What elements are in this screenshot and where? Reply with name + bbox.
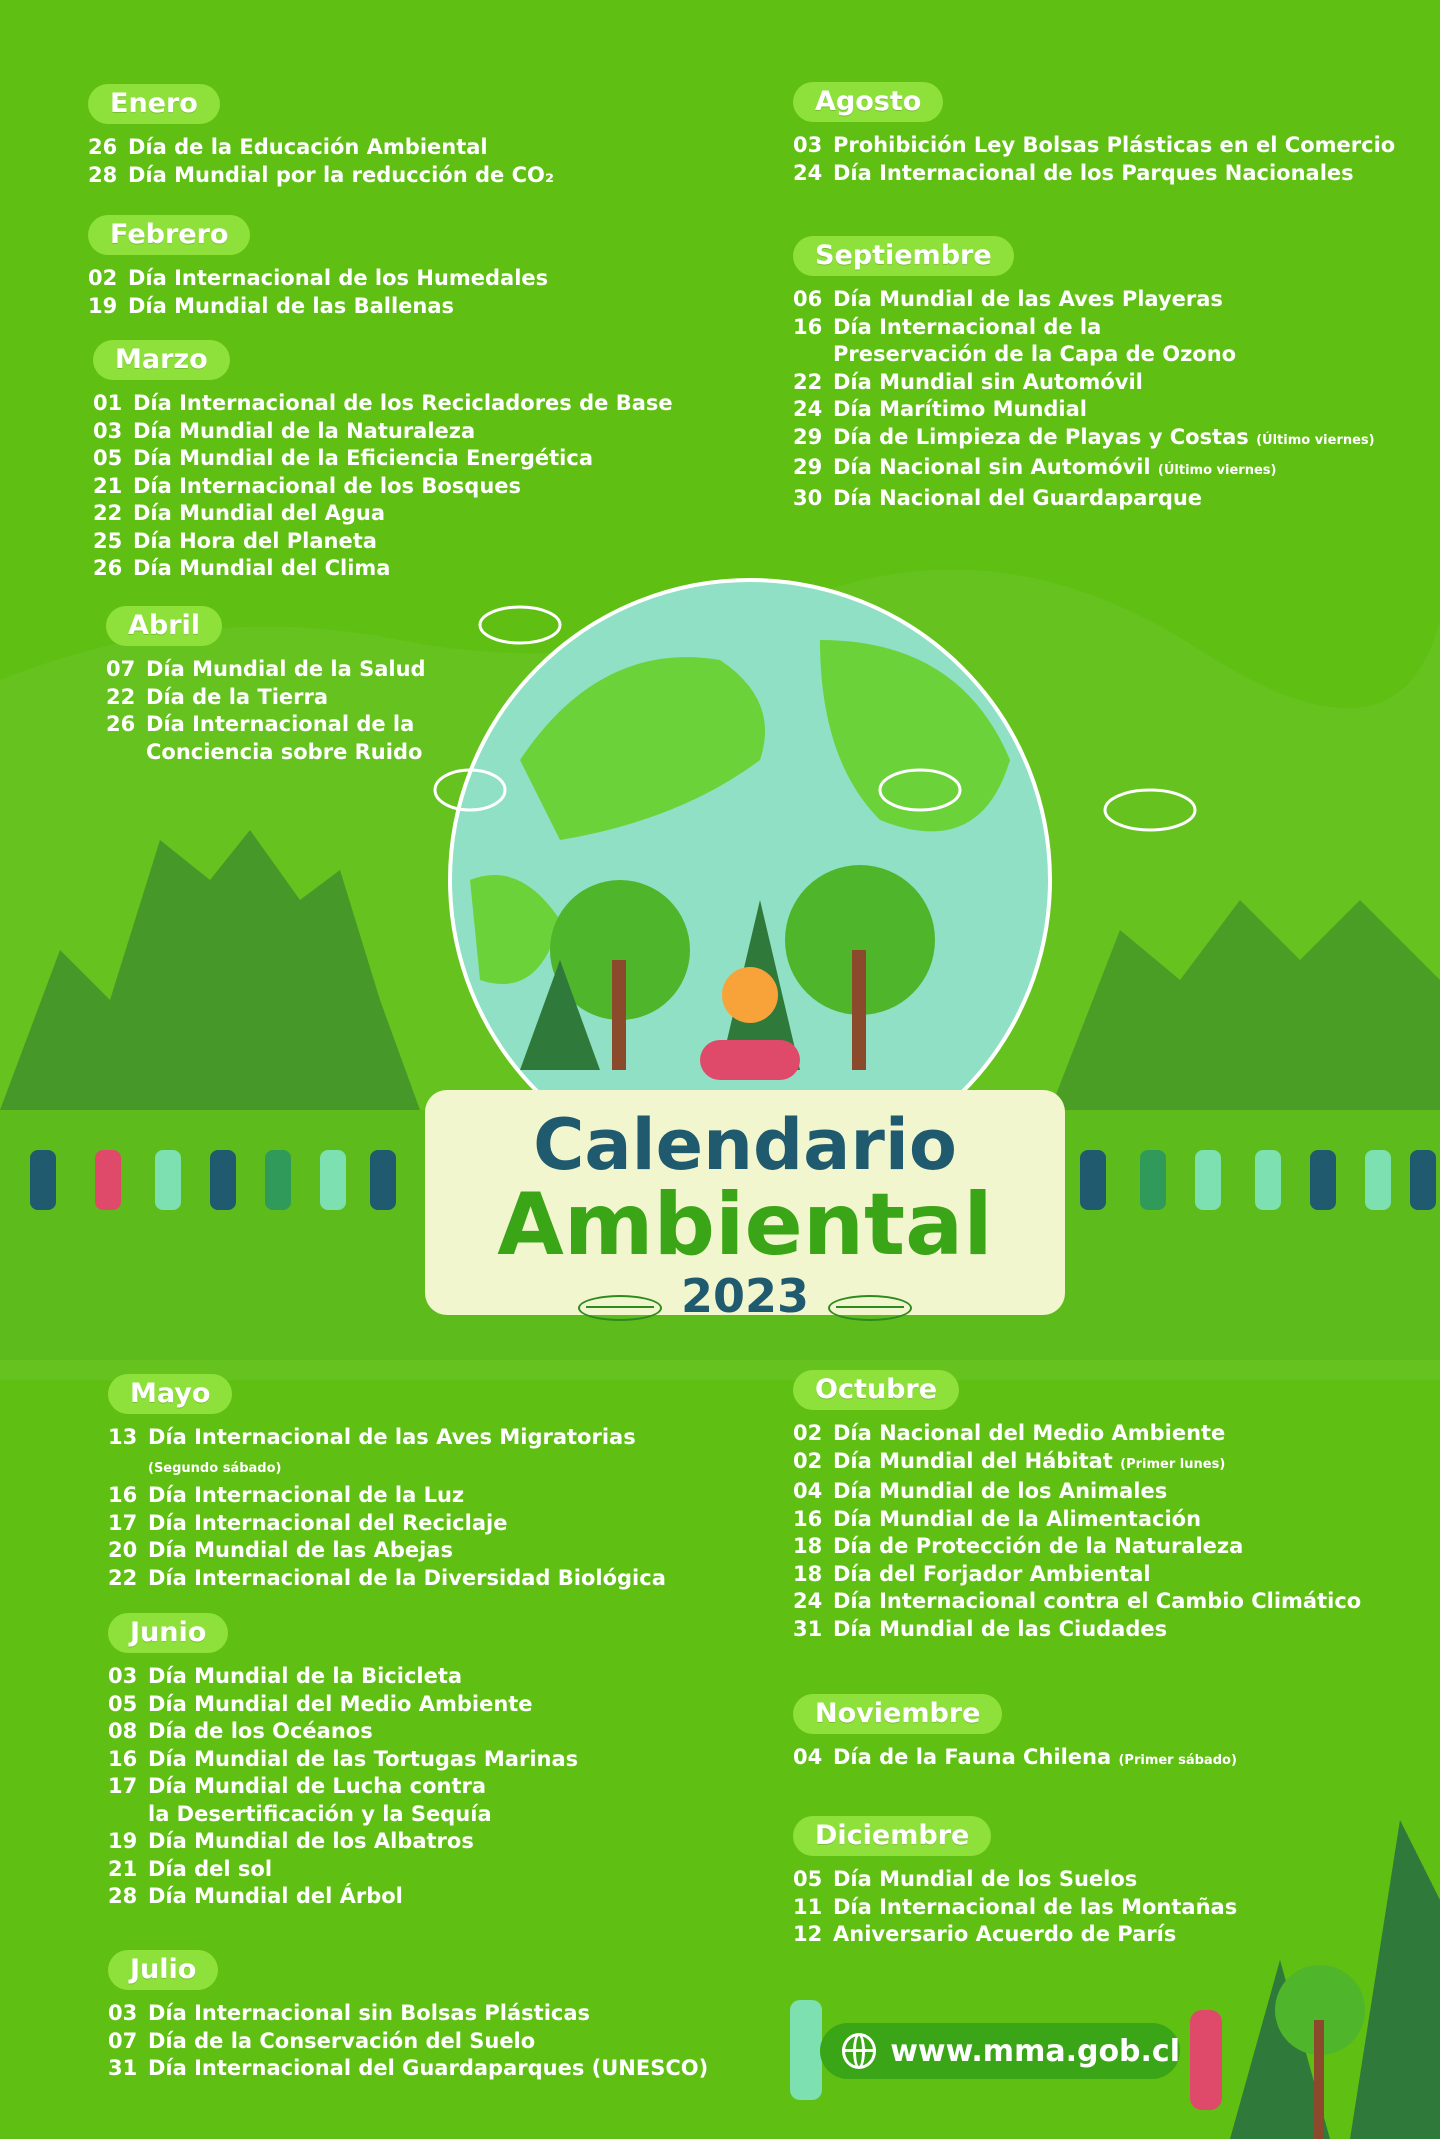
globe-icon bbox=[842, 2033, 876, 2069]
person-icon bbox=[722, 967, 778, 1023]
list-item: 28 Día Mundial por la reducción de CO₂ bbox=[88, 162, 555, 187]
year-label: 2023 bbox=[680, 1269, 810, 1323]
month-title: Marzo bbox=[93, 340, 230, 380]
month-title: Diciembre bbox=[793, 1816, 991, 1856]
list-item: 07 Día Mundial de la Salud bbox=[106, 657, 426, 681]
list-item: 16 Día Mundial de las Tortugas Marinas bbox=[108, 1746, 579, 1771]
list-item: 02 Día Mundial del Hábitat (Primer lunes) bbox=[793, 1448, 1226, 1473]
list-item: 19 Día Mundial de las Ballenas bbox=[88, 293, 455, 318]
list-item: 22 Día Mundial del Agua bbox=[93, 501, 386, 525]
person-icon bbox=[790, 2000, 822, 2100]
list-item: 04 Día de la Fauna Chilena (Primer sábado) bbox=[793, 1745, 1237, 1769]
leaf-icon bbox=[578, 1295, 662, 1321]
month-noviembre bbox=[793, 1694, 1413, 1775]
month-octubre bbox=[793, 1370, 1413, 1643]
month-febrero bbox=[88, 215, 688, 320]
list-item: 13 Día Internacional de las Aves Migratorias (Segundo sábado) bbox=[108, 1425, 636, 1476]
month-junio bbox=[108, 1613, 708, 1911]
list-item: 22 Día de la Tierra bbox=[106, 684, 329, 709]
list-item: 16 Día Mundial de la Alimentación bbox=[793, 1506, 1202, 1531]
month-agosto bbox=[793, 82, 1413, 187]
month-title: Abril bbox=[106, 606, 222, 646]
list-item: 05 Día Mundial de la Eficiencia Energética bbox=[93, 446, 593, 470]
list-item: 04 Día Mundial de los Animales bbox=[793, 1479, 1168, 1503]
list-item: 26 Día Mundial del Clima bbox=[93, 556, 391, 580]
list-item: 05 Día Mundial de los Suelos bbox=[793, 1867, 1138, 1891]
list-item: 20 Día Mundial de las Abejas bbox=[108, 1538, 453, 1562]
month-marzo bbox=[93, 340, 713, 583]
person-icon bbox=[1190, 2010, 1222, 2110]
list-item: 16 Día Internacional de la Preservación de la Capa de Ozono bbox=[793, 314, 1237, 366]
month-title: Septiembre bbox=[793, 236, 1014, 276]
month-title: Mayo bbox=[108, 1374, 232, 1414]
month-title: Enero bbox=[88, 84, 220, 124]
list-item: 03 Prohibición Ley Bolsas Plásticas en el Comercio bbox=[793, 133, 1396, 157]
list-item: 22 Día Mundial sin Automóvil bbox=[793, 369, 1143, 394]
list-item: 31 Día Internacional del Guardaparques (UNESCO) bbox=[108, 2056, 709, 2080]
title-line1: Calendario bbox=[533, 1104, 957, 1186]
list-item: 05 Día Mundial del Medio Ambiente bbox=[108, 1691, 533, 1716]
month-enero bbox=[88, 84, 688, 189]
list-item: 02 Día Internacional de los Humedales bbox=[88, 266, 549, 290]
month-septiembre bbox=[793, 236, 1413, 512]
list-item: 18 Día del Forjador Ambiental bbox=[793, 1561, 1151, 1586]
month-mayo bbox=[108, 1374, 728, 1592]
list-item: 29 Día de Limpieza de Playas y Costas (Último viernes) bbox=[793, 424, 1375, 449]
list-item: 21 Día del sol bbox=[108, 1856, 273, 1881]
list-item: 18 Día de Protección de la Naturaleza bbox=[793, 1534, 1244, 1558]
list-item: 30 Día Nacional del Guardaparque bbox=[793, 485, 1203, 510]
month-title: Agosto bbox=[793, 82, 943, 122]
list-item: 06 Día Mundial de las Aves Playeras bbox=[793, 287, 1223, 311]
website-link[interactable] bbox=[820, 2023, 1180, 2079]
list-item: 03 Día Mundial de la Naturaleza bbox=[93, 418, 476, 443]
month-abril bbox=[106, 606, 436, 766]
website-label: www.mma.gob.cl bbox=[890, 2033, 1180, 2069]
list-item: 24 Día Marítimo Mundial bbox=[793, 397, 1087, 421]
month-title: Junio bbox=[108, 1613, 228, 1653]
list-item: 12 Aniversario Acuerdo de París bbox=[793, 1922, 1177, 1946]
list-item: 28 Día Mundial del Árbol bbox=[108, 1884, 403, 1908]
month-title: Noviembre bbox=[793, 1694, 1002, 1734]
month-title: Febrero bbox=[88, 215, 250, 255]
list-item: 21 Día Internacional de los Bosques bbox=[93, 473, 522, 498]
list-item: 01 Día Internacional de los Recicladores de Base bbox=[93, 391, 673, 415]
list-item: 26 Día de la Educación Ambiental bbox=[88, 135, 488, 159]
month-title: Julio bbox=[108, 1950, 218, 1990]
title-line2: Ambiental bbox=[497, 1175, 993, 1275]
list-item: 22 Día Internacional de la Diversidad Biológica bbox=[108, 1565, 666, 1590]
month-julio bbox=[108, 1950, 728, 2083]
list-item: 11 Día Internacional de las Montañas bbox=[793, 1894, 1238, 1919]
list-item: 29 Día Nacional sin Automóvil (Último viernes) bbox=[793, 455, 1277, 479]
list-item: 24 Día Internacional contra el Cambio Climático bbox=[793, 1589, 1362, 1613]
month-diciembre bbox=[793, 1816, 1413, 1949]
list-item: 19 Día Mundial de los Albatros bbox=[108, 1829, 474, 1853]
list-item: 03 Día Internacional sin Bolsas Plásticas bbox=[108, 2001, 591, 2025]
list-item: 08 Día de los Océanos bbox=[108, 1719, 373, 1743]
list-item: 25 Día Hora del Planeta bbox=[93, 528, 377, 553]
month-title: Octubre bbox=[793, 1370, 959, 1410]
list-item: 24 Día Internacional de los Parques Nacionales bbox=[793, 160, 1354, 185]
list-item: 07 Día de la Conservación del Suelo bbox=[108, 2028, 536, 2053]
list-item: 17 Día Internacional del Reciclaje bbox=[108, 1510, 508, 1535]
title-panel bbox=[425, 1090, 1065, 1323]
list-item: 31 Día Mundial de las Ciudades bbox=[793, 1616, 1168, 1641]
list-item: 03 Día Mundial de la Bicicleta bbox=[108, 1664, 463, 1688]
list-item: 17 Día Mundial de Lucha contra la Desertificación y la Sequía bbox=[108, 1774, 492, 1826]
list-item: 26 Día Internacional de la Conciencia sobre Ruido bbox=[106, 712, 423, 764]
list-item: 16 Día Internacional de la Luz bbox=[108, 1483, 465, 1507]
list-item: 02 Día Nacional del Medio Ambiente bbox=[793, 1421, 1226, 1445]
leaf-icon bbox=[828, 1295, 912, 1321]
